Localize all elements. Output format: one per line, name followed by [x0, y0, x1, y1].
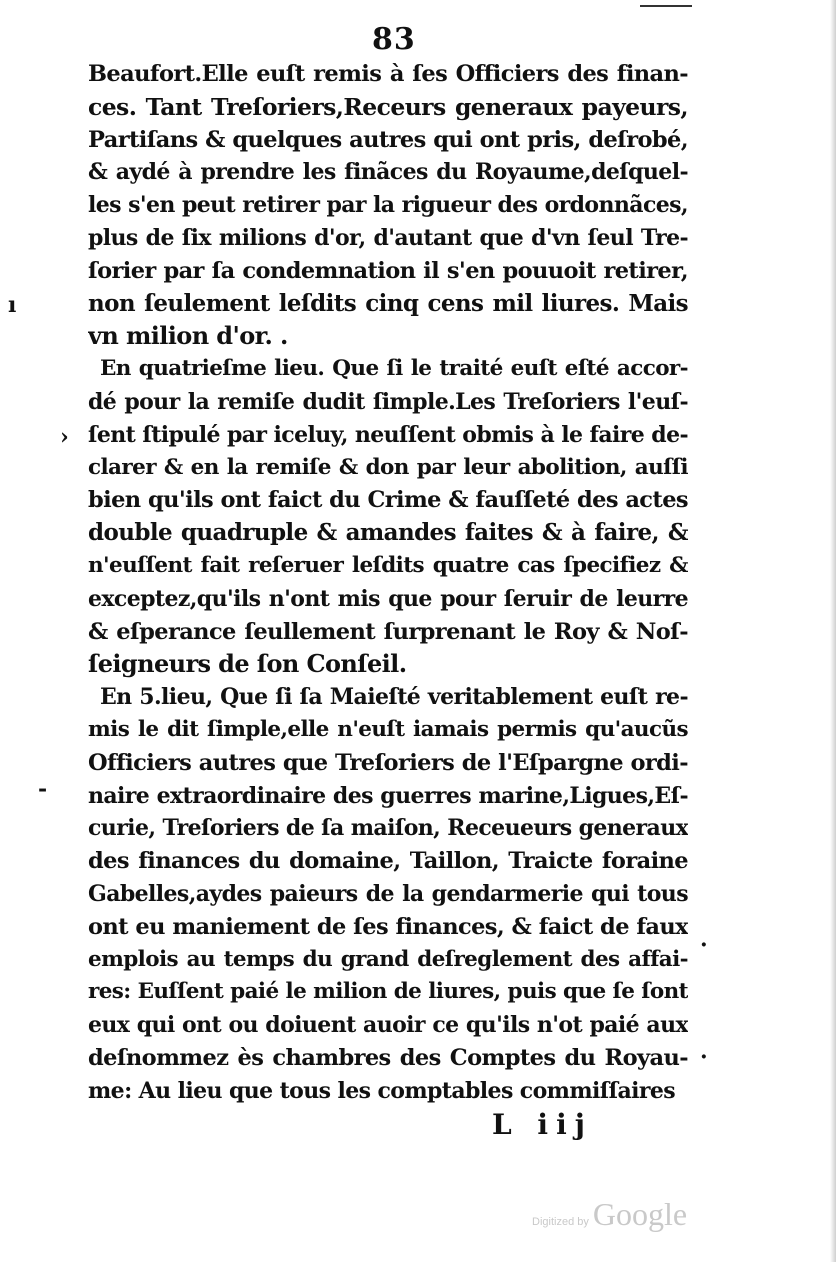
signature-mark: L iij: [492, 1108, 593, 1141]
text-line: ſeigneurs de ſon Conſeil.: [88, 649, 407, 679]
text-line: En 5.lieu, Que ſi ſa Maieſté veritablement euſt re-: [100, 684, 688, 711]
text-line: Gabelles,aydes paieurs de la gendarmerie qui tous: [88, 880, 688, 907]
margin-mark: ·: [700, 932, 708, 958]
text-line: double quadruple & amandes faites & à faire, &: [88, 519, 688, 547]
text-line: deſnommez ès chambres des Comptes du Royau-: [88, 1044, 688, 1071]
text-line: ſorier par ſa condemnation il s'en pouuoit retirer,: [88, 257, 688, 284]
text-line: clarer & en la remiſe & don par leur abolition, auſſi: [88, 454, 688, 480]
watermark-prefix: Digitized by: [532, 1216, 589, 1228]
text-line: ont eu maniement de ſes finances, & faict de faux: [88, 913, 688, 940]
text-line: res: Euſſent paié le milion de liures, puis que ſe ſont: [88, 979, 688, 1005]
text-line: exceptez,qu'ils n'ont mis que pour ſeruir de leurre: [88, 585, 688, 612]
text-line: non ſeulement leſdits cinq cens mil liures. Mais: [88, 289, 688, 317]
page-edge-shadow: [830, 0, 836, 1262]
text-line: les s'en peut retirer par la rigueur des ordonnãces,: [88, 192, 688, 219]
body-text: [88, 58, 688, 1108]
text-line: ces. Tant Treſoriers,Receurs generaux payeurs,: [88, 92, 688, 121]
text-line: plus de ſix milions d'or, d'autant que d'vn ſeul Tre-: [88, 224, 688, 251]
margin-mark: ı: [8, 292, 17, 318]
margin-mark: ›: [60, 424, 69, 450]
watermark-brand: Google: [592, 1196, 688, 1232]
text-line: En quatrieſme lieu. Que ſi le traité euſt eſté accor-: [100, 356, 688, 382]
text-line: me: Au lieu que tous les comptables commiſſaires: [88, 1077, 676, 1104]
margin-mark: ·: [700, 1044, 708, 1070]
text-line: & aydé à prendre les finãces du Royaume,deſquel-: [88, 159, 688, 186]
text-line: bien qu'ils ont faict du Crime & fauſſeté des actes: [88, 487, 688, 514]
text-line: Officiers autres que Treſoriers de l'Eſpargne ordi-: [88, 749, 688, 776]
page-number: 83: [372, 22, 416, 57]
text-line: des finances du domaine, Taillon, Traicte foraine: [88, 848, 688, 875]
margin-mark: -: [38, 776, 48, 802]
text-line: ſent ſtipulé par iceluy, neuſſent obmis à le faire de-: [88, 421, 688, 448]
text-line: vn milion d'or. .: [88, 321, 288, 351]
text-line: eux qui ont ou doiuent auoir ce qu'ils n'ot paié aux: [88, 1012, 688, 1039]
text-line: naire extraordinaire des guerres marine,Ligues,Eſ-: [88, 782, 688, 809]
text-line: n'euſſent fait reſeruer leſdits quatre cas ſpecifiez &: [88, 552, 688, 578]
page-edge-mark: [640, 0, 692, 7]
text-line: mis le dit ſimple,elle n'euſt iamais permis qu'aucũs: [88, 716, 688, 742]
text-line: Partiſans & quelques autres qui ont pris, deſrobé,: [88, 126, 688, 153]
text-line: emplois au temps du grand deſreglement des affai-: [88, 946, 688, 972]
text-line: curie, Treſoriers de ſa maiſon, Receueurs generaux: [88, 815, 688, 842]
text-line: dé pour la remiſe dudit ſimple.Les Treſoriers l'euſ-: [88, 388, 688, 415]
digitized-watermark: [532, 1196, 687, 1233]
text-line: & eſperance ſeullement ſurprenant le Roy & Noſ-: [88, 618, 688, 645]
text-line: Beaufort.Elle euſt remis à ſes Officiers des finan-: [88, 61, 688, 87]
